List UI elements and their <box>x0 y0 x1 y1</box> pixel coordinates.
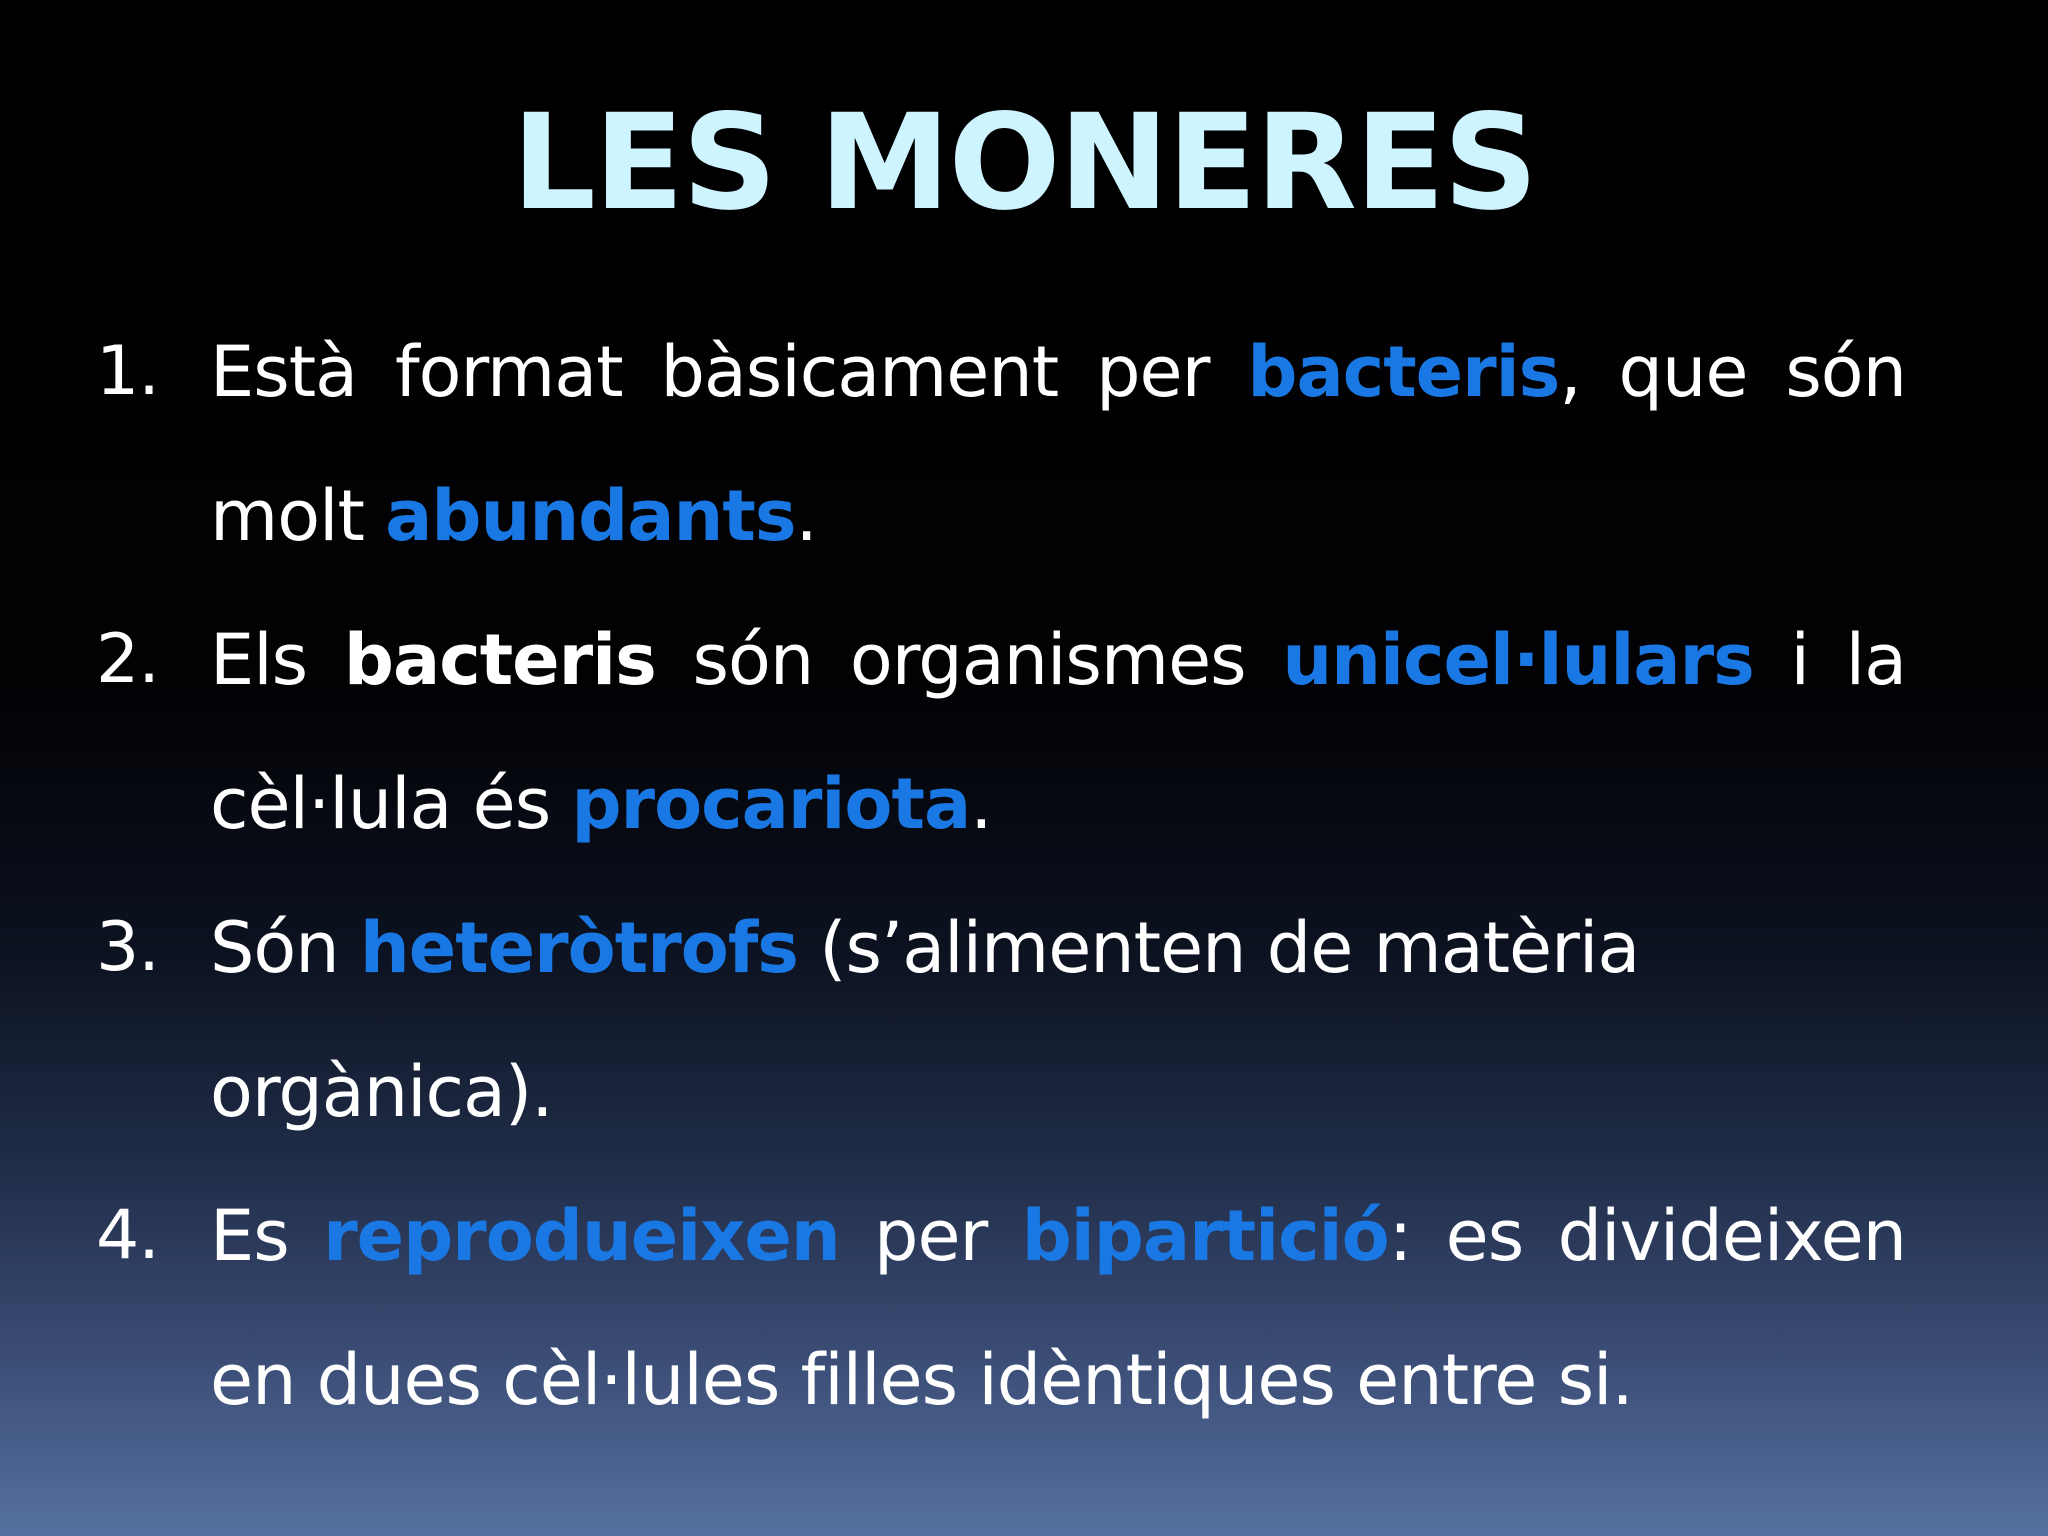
list-item <box>96 876 1906 1164</box>
highlight-term: bacteris <box>1247 331 1560 413</box>
item-text: Els <box>210 619 344 701</box>
item-text: . <box>970 763 992 845</box>
item-number: 2. <box>96 620 159 699</box>
list-item <box>96 1164 1906 1452</box>
item-text: i la cèl·lula és <box>210 619 1906 845</box>
item-text: Són <box>210 907 360 989</box>
item-text: per <box>839 1195 1022 1277</box>
highlight-term: abundants <box>385 475 796 557</box>
list-item <box>96 300 1906 588</box>
item-number: 3. <box>96 908 159 987</box>
slide-title: LES MONERES <box>511 86 1537 240</box>
highlight-term: heteròtrofs <box>359 907 798 989</box>
item-text: (s’alimenten de matèria orgànica). <box>210 907 1640 1133</box>
bold-term: bacteris <box>343 619 656 701</box>
highlight-term: procariota <box>571 763 971 845</box>
highlight-term: reprodueixen <box>323 1195 840 1277</box>
highlight-term: unicel·lulars <box>1282 619 1754 701</box>
bullet-list <box>96 300 1906 1452</box>
item-text: . <box>795 475 817 557</box>
item-text: són organismes <box>655 619 1283 701</box>
item-number: 1. <box>96 332 159 411</box>
list-item <box>96 588 1906 876</box>
item-number: 4. <box>96 1196 159 1275</box>
item-text: , que són molt <box>210 331 1906 557</box>
item-text: Es <box>210 1195 324 1277</box>
item-text: : es divideixen en dues cèl·lules filles idèntiques entre si. <box>210 1195 1906 1421</box>
highlight-term: bipartició <box>1021 1195 1389 1277</box>
item-text: Està format bàsicament per <box>210 331 1248 413</box>
